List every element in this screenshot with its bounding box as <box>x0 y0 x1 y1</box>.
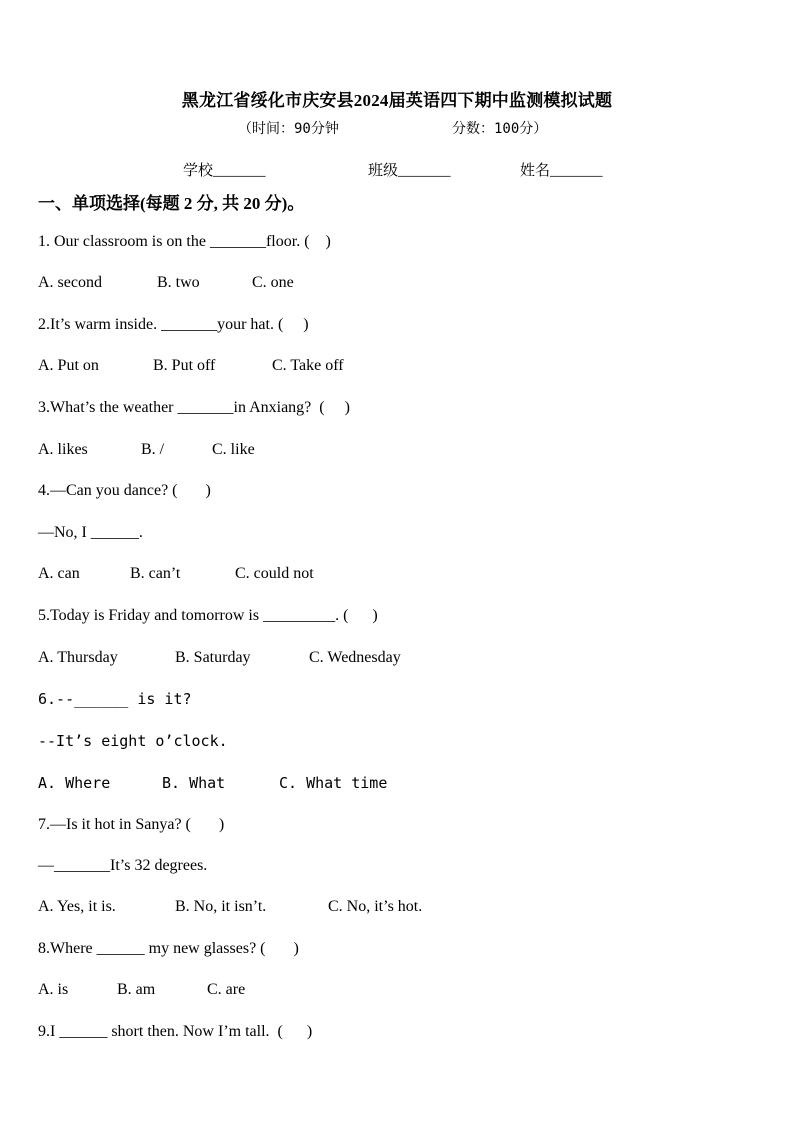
exam-score: 分数：100分） <box>452 121 548 137</box>
q4-option-a: A. can <box>38 565 80 582</box>
q8-option-c: C. are <box>207 981 246 998</box>
question-4: 4.—Can you dance? ( ) <box>38 482 211 499</box>
q7-reply: —_______It’s 32 degrees. <box>38 857 208 874</box>
q7-option-b: B. No, it isn’t. <box>175 898 267 915</box>
exam-title: 黑龙江省绥化市庆安县2024届英语四下期中监测模拟试题 <box>181 91 613 110</box>
name-field: 姓名_______ <box>520 163 603 179</box>
question-6: 6.--______ is it? <box>38 690 192 708</box>
q5-option-a: A. Thursday <box>38 649 118 666</box>
q4-reply: —No, I ______. <box>38 524 143 541</box>
question-7: 7.—Is it hot in Sanya? ( ) <box>38 816 225 833</box>
q5-option-b: B. Saturday <box>175 649 251 666</box>
school-field: 学校_______ <box>183 163 266 179</box>
question-3: 3.What’s the weather _______in Anxiang? ( ) <box>38 399 350 416</box>
q8-option-a: A. is <box>38 981 69 998</box>
question-2: 2.It’s warm inside. _______your hat. ( ) <box>38 316 309 333</box>
q1-option-a: A. second <box>38 274 102 291</box>
section-heading: 一、单项选择(每题 2 分, 共 20 分)。 <box>38 194 305 213</box>
question-9: 9.I ______ short then. Now I’m tall. ( ) <box>38 1023 313 1040</box>
q4-option-c: C. could not <box>235 565 314 582</box>
q6-reply: --It’s eight o’clock. <box>38 732 228 750</box>
q6-option-c-label: C. What time <box>279 774 388 792</box>
q7-option-a: A. Yes, it is. <box>38 898 116 915</box>
question-5: 5.Today is Friday and tomorrow is _________. ( ) <box>38 607 378 624</box>
q6-option-a <box>38 774 110 793</box>
q3-option-b: B. / <box>141 441 165 458</box>
q3-option-a: A. likes <box>38 441 88 458</box>
q6-option-b-label: B. What <box>162 774 226 792</box>
exam-time: （时间：90分钟 <box>238 121 339 137</box>
q6-option-b <box>162 774 225 793</box>
q5-option-c: C. Wednesday <box>309 649 401 666</box>
q3-option-c: C. like <box>212 441 255 458</box>
q6-option-c <box>279 774 387 793</box>
question-8: 8.Where ______ my new glasses? ( ) <box>38 940 299 957</box>
q4-option-b: B. can’t <box>130 565 181 582</box>
question-1: 1. Our classroom is on the _______floor. ( ) <box>38 233 331 250</box>
q7-option-c: C. No, it’s hot. <box>328 898 423 915</box>
q1-option-c: C. one <box>252 274 294 291</box>
q6-option-a-label: A. Where <box>38 774 111 792</box>
q8-option-b: B. am <box>117 981 156 998</box>
q2-option-c: C. Take off <box>272 357 344 374</box>
q2-option-a: A. Put on <box>38 357 99 374</box>
q1-option-b: B. two <box>157 274 200 291</box>
class-field: 班级_______ <box>368 163 451 179</box>
q2-option-b: B. Put off <box>153 357 216 374</box>
